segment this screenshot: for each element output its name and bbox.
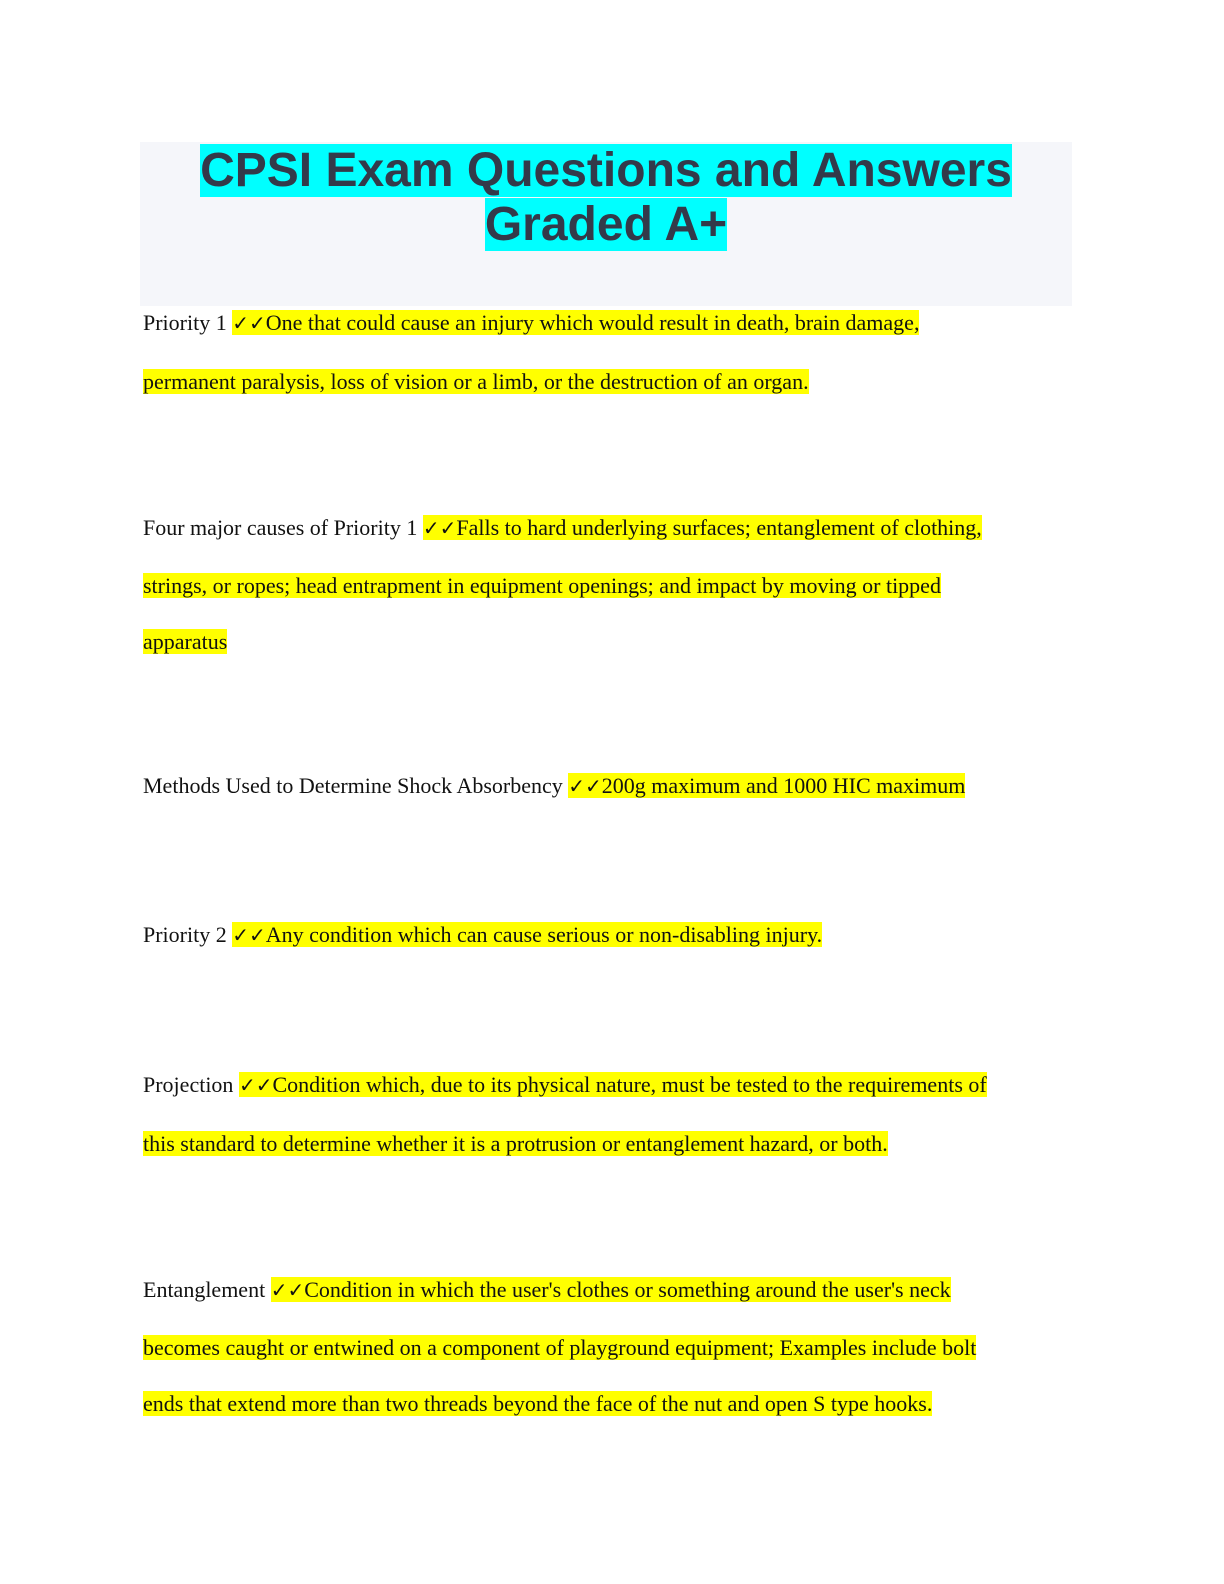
answer-text: this standard to determine whether it is a protrusion or entanglement hazard, or both. (143, 1131, 888, 1156)
question-term: Four major causes of Priority 1 (143, 515, 418, 540)
double-check-icon: ✓✓ (568, 774, 602, 798)
answer-text: Any condition which can cause serious or non-disabling injury. (265, 922, 823, 947)
answer-text: permanent paralysis, loss of vision or a limb, or the destruction of an organ. (143, 369, 809, 394)
answer-text: ends that extend more than two threads beyond the face of the nut and open S type hooks. (143, 1391, 933, 1416)
answer-text: One that could cause an injury which would result in death, brain damage, (265, 310, 920, 335)
answer-text: Condition which, due to its physical nature, must be tested to the requirements of (272, 1072, 987, 1097)
question-term: Priority 1 (143, 310, 227, 335)
double-check-icon: ✓✓ (232, 311, 266, 335)
double-check-icon: ✓✓ (232, 923, 266, 947)
answer-text: Falls to hard underlying surfaces; entanglement of clothing, (456, 515, 982, 540)
document-title-block (140, 142, 1072, 306)
document-title-line-2: Graded A+ (484, 198, 728, 251)
answer-text: apparatus (143, 629, 228, 654)
question-term: Methods Used to Determine Shock Absorbency (143, 773, 563, 798)
question-term: Projection (143, 1072, 234, 1097)
document-title-line-1: CPSI Exam Questions and Answers (200, 144, 1012, 197)
answer-text: Condition in which the user's clothes or something around the user's neck (304, 1277, 951, 1302)
double-check-icon: ✓✓ (238, 1073, 273, 1097)
answer-text: 200g maximum and 1000 HIC maximum (601, 773, 966, 798)
answer-text: becomes caught or entwined on a component of playground equipment; Examples include bolt (143, 1335, 977, 1360)
question-term: Entanglement (143, 1277, 266, 1302)
answer-text: strings, or ropes; head entrapment in equipment openings; and impact by moving or tipped (143, 573, 941, 598)
question-term: Priority 2 (143, 922, 227, 947)
double-check-icon: ✓✓ (270, 1278, 305, 1302)
double-check-icon: ✓✓ (422, 516, 457, 540)
